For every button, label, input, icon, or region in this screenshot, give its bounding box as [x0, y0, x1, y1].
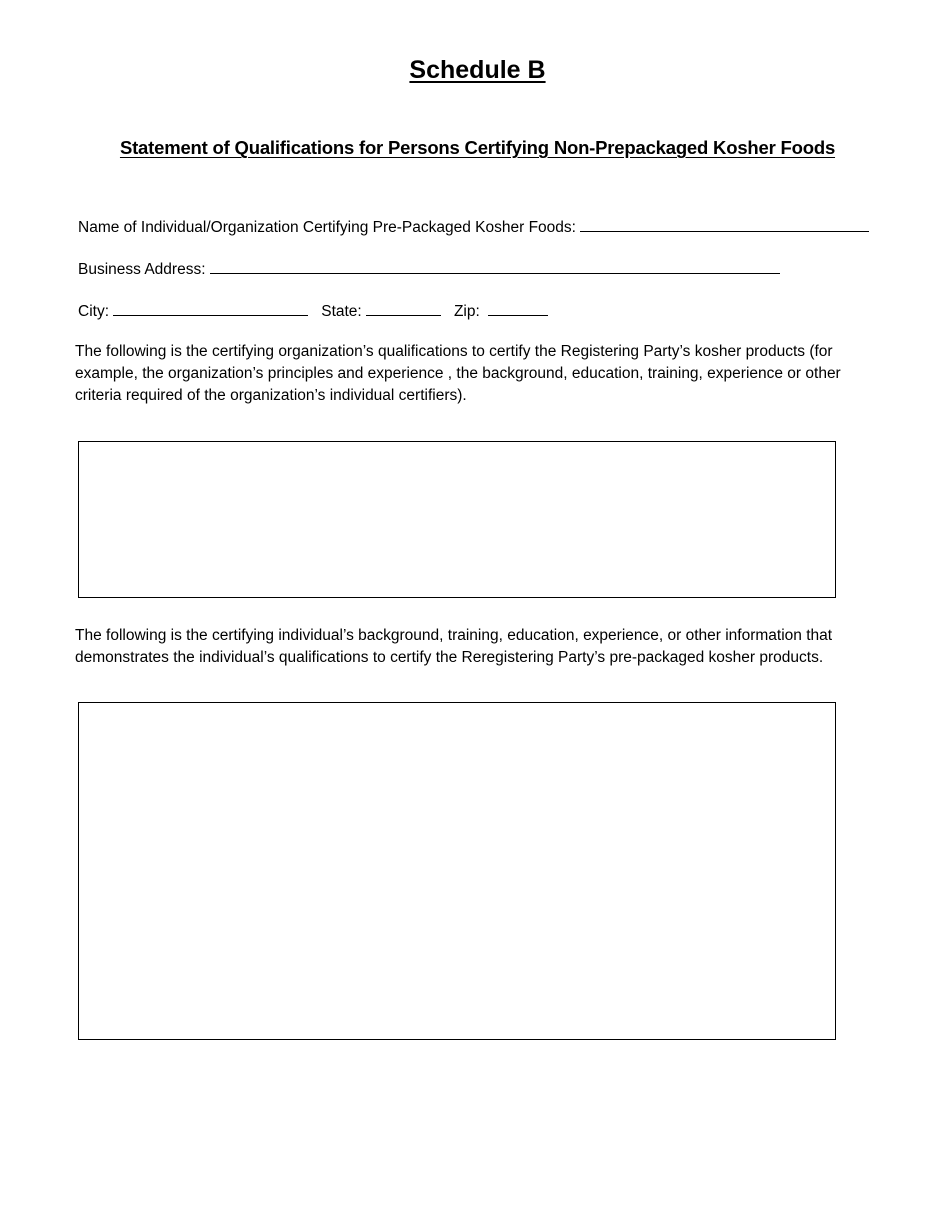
zip-label: Zip: — [453, 303, 489, 320]
city-state-zip-row — [78, 300, 548, 321]
name-field[interactable] — [580, 216, 869, 232]
individual-qualifications-instructions: The following is the certifying individual’s background, training, education, experience, or other information that demonstrates the individual’s qualifications to certify the Reregistering Party’s pre-packaged kosher products. — [75, 627, 833, 666]
address-label: Business Address: — [78, 261, 210, 278]
name-label: Name of Individual/Organization Certifying Pre-Packaged Kosher Foods: — [78, 219, 581, 236]
city-field[interactable] — [113, 300, 308, 316]
city-label: City: — [78, 303, 114, 320]
state-label: State: — [321, 303, 367, 320]
page-title: Schedule B — [409, 56, 546, 84]
zip-field[interactable] — [488, 300, 548, 316]
organization-qualifications-instructions: The following is the certifying organization’s qualifications to certify the Registering Party’s kosher products (for example, the organization’s principles and experience , the background, education, training, experience or other criteria required of the organization’s individual certifiers). — [75, 343, 841, 404]
organization-qualifications-box[interactable] — [78, 441, 836, 598]
name-row — [78, 216, 869, 237]
address-row — [78, 258, 780, 279]
address-field[interactable] — [210, 258, 780, 274]
state-field[interactable] — [366, 300, 441, 316]
individual-qualifications-box[interactable] — [78, 702, 836, 1040]
page-subtitle: Statement of Qualifications for Persons Certifying Non-Prepackaged Kosher Foods — [119, 137, 836, 158]
